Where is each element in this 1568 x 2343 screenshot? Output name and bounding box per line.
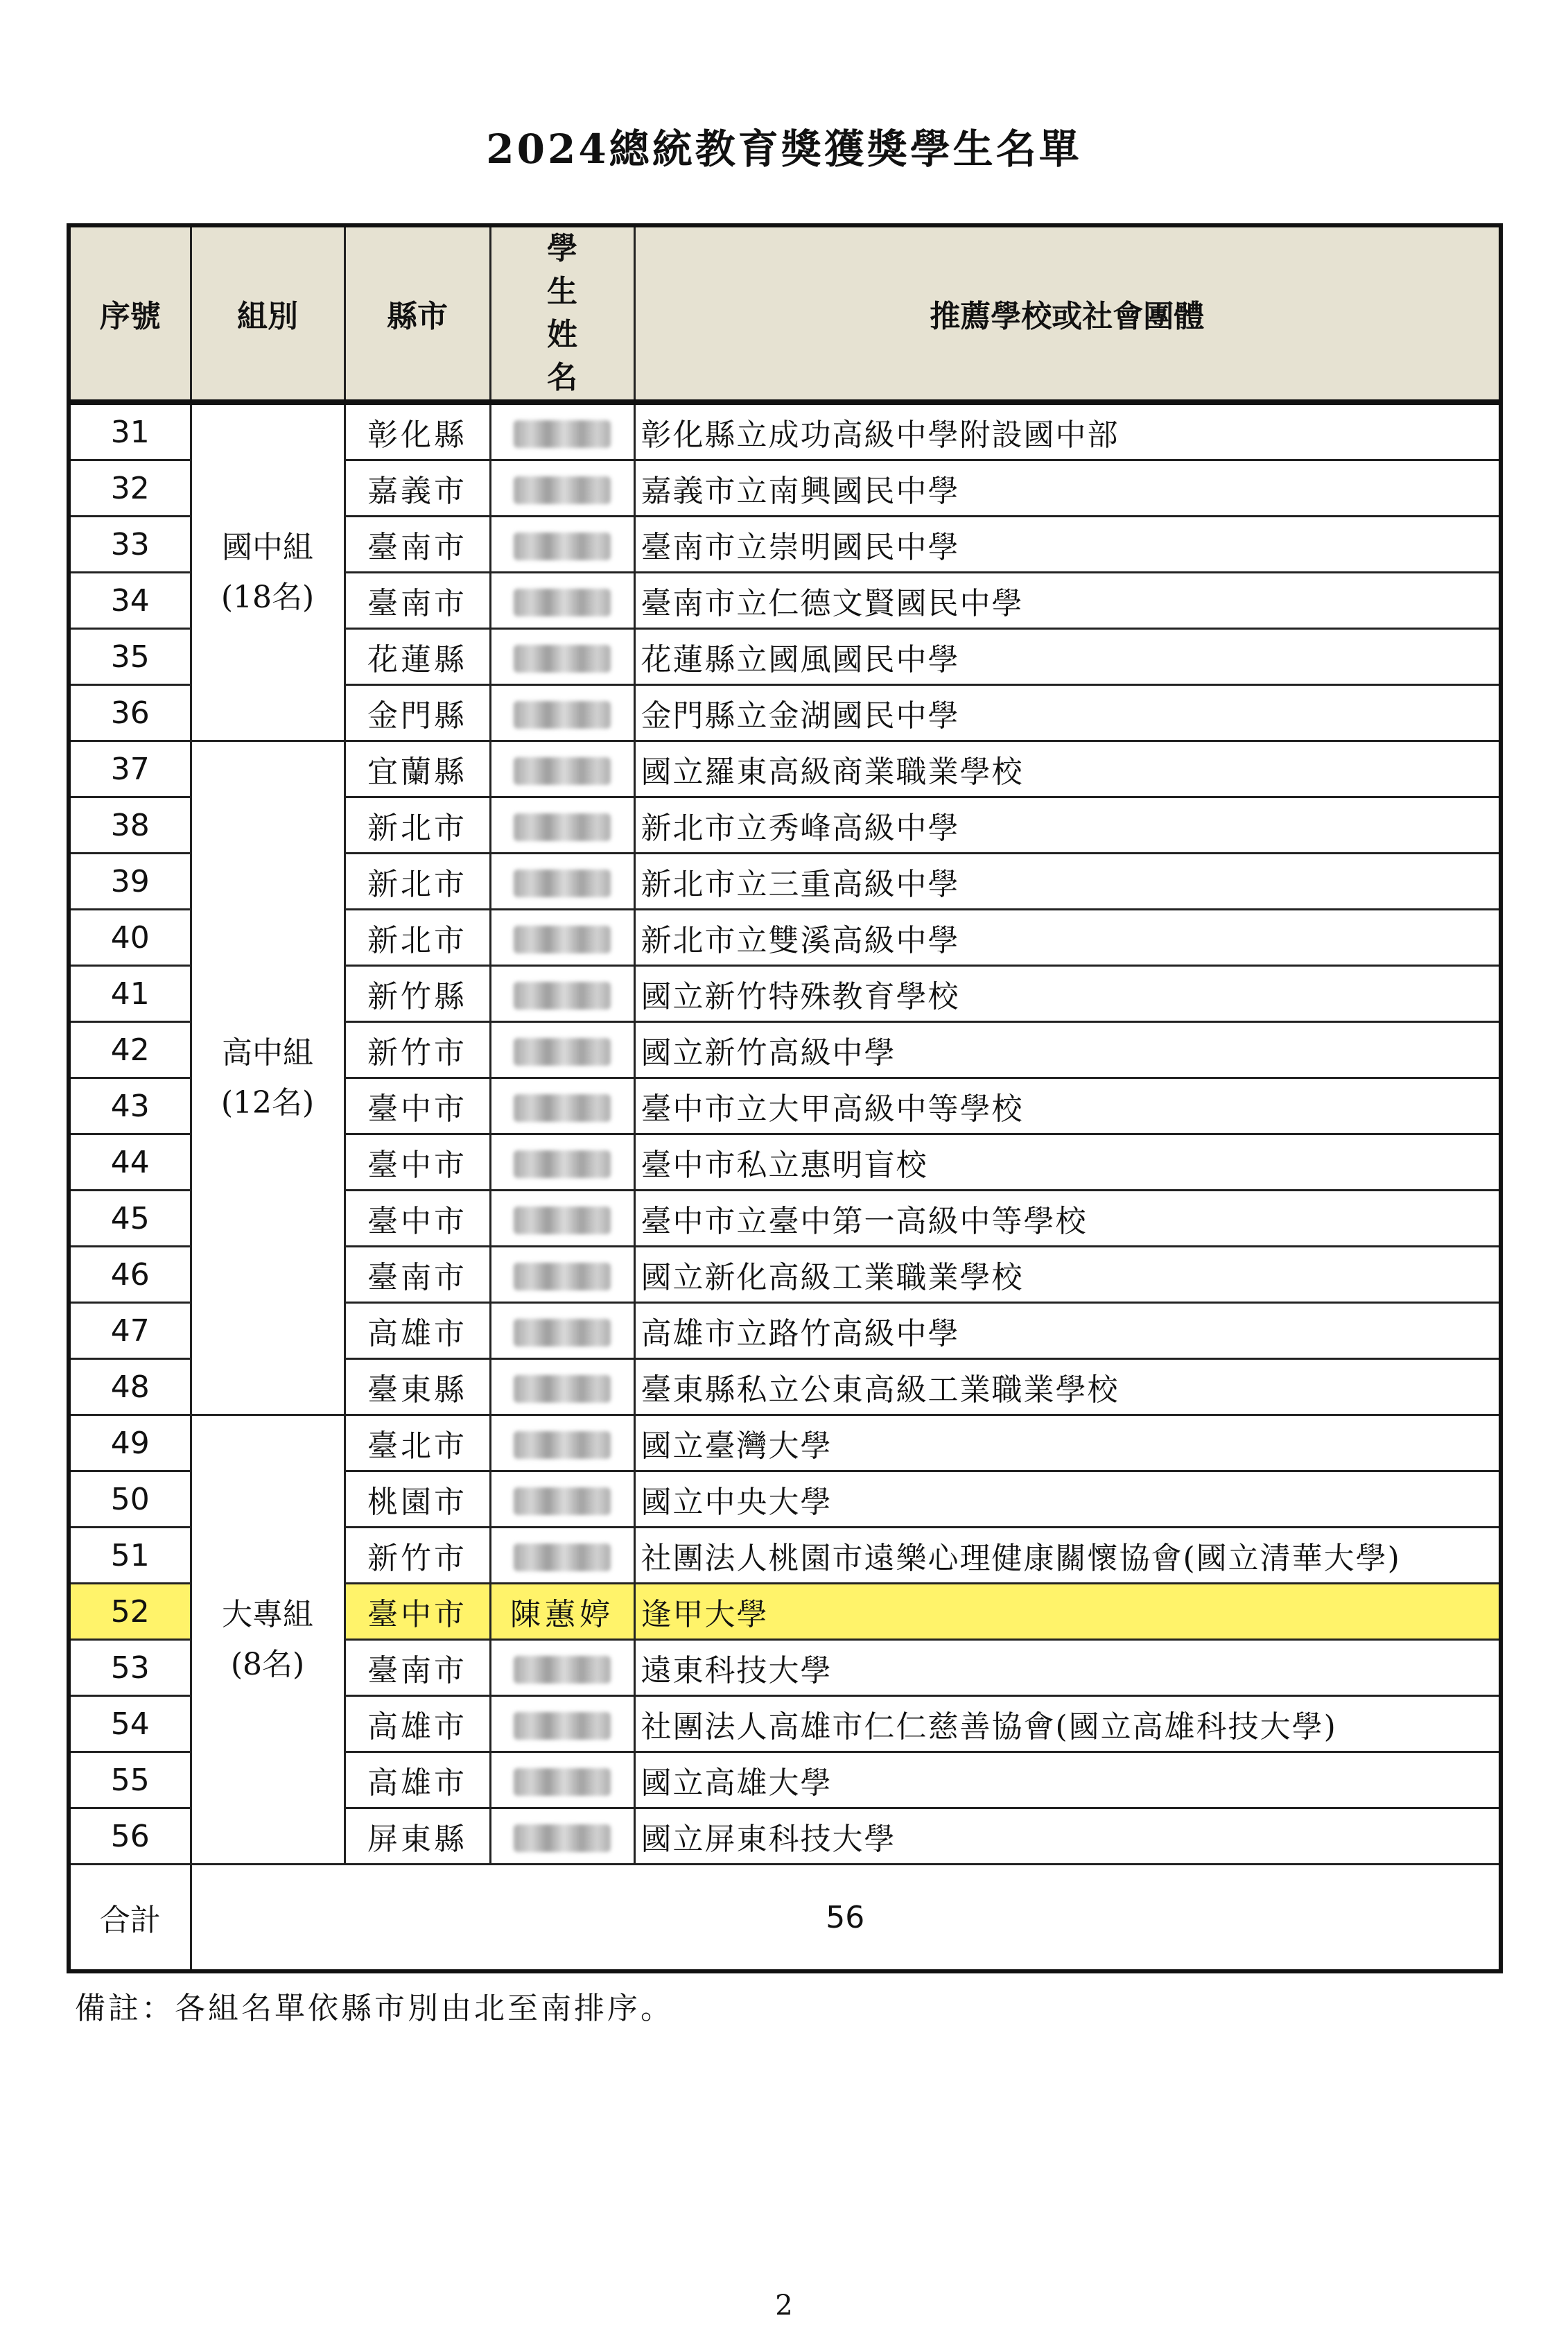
total-value: 56 bbox=[191, 1865, 1501, 1972]
student-name-cell bbox=[490, 1303, 634, 1359]
redacted-name bbox=[514, 982, 611, 1010]
student-name-cell bbox=[490, 1359, 634, 1415]
city-cell: 金門縣 bbox=[345, 685, 490, 741]
table-row bbox=[69, 402, 1501, 460]
student-name-cell bbox=[490, 1415, 634, 1471]
city-cell: 新竹縣 bbox=[345, 966, 490, 1022]
header-name bbox=[490, 225, 634, 402]
redacted-name bbox=[514, 1094, 611, 1122]
seq-cell: 44 bbox=[69, 1134, 191, 1191]
header-name-bottom: 姓 名 bbox=[547, 317, 605, 395]
school-cell: 國立高雄大學 bbox=[634, 1752, 1501, 1808]
seq-cell: 56 bbox=[69, 1808, 191, 1865]
student-name-cell bbox=[490, 402, 634, 460]
school-cell: 國立羅東高級商業職業學校 bbox=[634, 741, 1501, 797]
seq-cell: 53 bbox=[69, 1640, 191, 1696]
redacted-name bbox=[514, 1656, 611, 1684]
student-name-cell bbox=[490, 629, 634, 685]
header-city: 縣市 bbox=[345, 225, 490, 402]
student-name-cell bbox=[490, 797, 634, 854]
seq-cell: 50 bbox=[69, 1471, 191, 1528]
student-name-cell bbox=[490, 910, 634, 966]
redacted-name bbox=[514, 1712, 611, 1740]
school-cell: 臺中市立臺中第一高級中等學校 bbox=[634, 1191, 1501, 1247]
student-name-cell bbox=[490, 1022, 634, 1078]
student-name-cell bbox=[490, 573, 634, 629]
school-cell: 社團法人高雄市仁仁慈善協會(國立高雄科技大學) bbox=[634, 1696, 1501, 1752]
group-label: 大專組 bbox=[222, 1596, 313, 1632]
student-name-cell bbox=[490, 1584, 634, 1640]
city-cell: 屏東縣 bbox=[345, 1808, 490, 1865]
redacted-name bbox=[514, 1375, 611, 1403]
header-name-top: 學 生 bbox=[547, 231, 605, 309]
redacted-name bbox=[514, 645, 611, 673]
redacted-name bbox=[514, 533, 611, 560]
city-cell: 新竹市 bbox=[345, 1022, 490, 1078]
header-row bbox=[69, 225, 1501, 402]
school-cell: 新北市立三重高級中學 bbox=[634, 854, 1501, 910]
city-cell: 臺中市 bbox=[345, 1078, 490, 1134]
redacted-name bbox=[514, 1319, 611, 1347]
city-cell: 彰化縣 bbox=[345, 402, 490, 460]
student-name-cell bbox=[490, 1191, 634, 1247]
city-cell: 花蓮縣 bbox=[345, 629, 490, 685]
student-name-cell bbox=[490, 1078, 634, 1134]
seq-cell: 41 bbox=[69, 966, 191, 1022]
school-cell: 遠東科技大學 bbox=[634, 1640, 1501, 1696]
group-cell bbox=[191, 1415, 345, 1865]
city-cell: 臺南市 bbox=[345, 517, 490, 573]
school-cell: 臺南市立崇明國民中學 bbox=[634, 517, 1501, 573]
school-cell: 新北市立秀峰高級中學 bbox=[634, 797, 1501, 854]
seq-cell: 46 bbox=[69, 1247, 191, 1303]
seq-cell: 40 bbox=[69, 910, 191, 966]
student-name-cell bbox=[490, 854, 634, 910]
redacted-name bbox=[514, 813, 611, 841]
group-count: (12名) bbox=[220, 1084, 315, 1121]
page-number: 2 bbox=[775, 2290, 793, 2322]
city-cell: 臺中市 bbox=[345, 1134, 490, 1191]
seq-cell: 48 bbox=[69, 1359, 191, 1415]
group-cell bbox=[191, 741, 345, 1415]
group-count: (8名) bbox=[230, 1646, 305, 1682]
city-cell: 臺中市 bbox=[345, 1584, 490, 1640]
city-cell: 新北市 bbox=[345, 854, 490, 910]
seq-cell: 43 bbox=[69, 1078, 191, 1134]
redacted-name bbox=[514, 1207, 611, 1234]
city-cell: 臺中市 bbox=[345, 1191, 490, 1247]
city-cell: 嘉義市 bbox=[345, 460, 490, 517]
seq-cell: 39 bbox=[69, 854, 191, 910]
school-cell: 國立新化高級工業職業學校 bbox=[634, 1247, 1501, 1303]
table-row bbox=[69, 741, 1501, 797]
school-cell: 臺南市立仁德文賢國民中學 bbox=[634, 573, 1501, 629]
seq-cell: 32 bbox=[69, 460, 191, 517]
group-count: (18名) bbox=[220, 579, 315, 615]
student-name-cell bbox=[490, 1471, 634, 1528]
redacted-name bbox=[514, 1544, 611, 1571]
page-title: 2024總統教育獎獲獎學生名單 bbox=[486, 126, 1082, 173]
seq-cell: 38 bbox=[69, 797, 191, 854]
student-name: 陳蕙婷 bbox=[510, 1597, 614, 1632]
seq-cell: 37 bbox=[69, 741, 191, 797]
school-cell: 金門縣立金湖國民中學 bbox=[634, 685, 1501, 741]
city-cell: 宜蘭縣 bbox=[345, 741, 490, 797]
redacted-name bbox=[514, 1150, 611, 1178]
award-table bbox=[67, 223, 1503, 1973]
seq-cell: 33 bbox=[69, 517, 191, 573]
seq-cell: 55 bbox=[69, 1752, 191, 1808]
school-cell: 臺中市私立惠明盲校 bbox=[634, 1134, 1501, 1191]
city-cell: 新北市 bbox=[345, 797, 490, 854]
seq-cell: 35 bbox=[69, 629, 191, 685]
school-cell: 花蓮縣立國風國民中學 bbox=[634, 629, 1501, 685]
city-cell: 高雄市 bbox=[345, 1303, 490, 1359]
city-cell: 新竹市 bbox=[345, 1528, 490, 1584]
student-name-cell bbox=[490, 1696, 634, 1752]
redacted-name bbox=[514, 476, 611, 504]
seq-cell: 45 bbox=[69, 1191, 191, 1247]
redacted-name bbox=[514, 1431, 611, 1459]
group-label: 高中組 bbox=[222, 1035, 313, 1071]
table-row bbox=[69, 1415, 1501, 1471]
redacted-name bbox=[514, 1487, 611, 1515]
seq-cell: 49 bbox=[69, 1415, 191, 1471]
school-cell: 社團法人桃園市遠樂心理健康關懷協會(國立清華大學) bbox=[634, 1528, 1501, 1584]
city-cell: 新北市 bbox=[345, 910, 490, 966]
city-cell: 臺南市 bbox=[345, 573, 490, 629]
total-label: 合計 bbox=[69, 1865, 191, 1972]
school-cell: 國立屏東科技大學 bbox=[634, 1808, 1501, 1865]
group-label: 國中組 bbox=[222, 529, 313, 565]
redacted-name bbox=[514, 1038, 611, 1066]
city-cell: 臺南市 bbox=[345, 1247, 490, 1303]
school-cell: 逢甲大學 bbox=[634, 1584, 1501, 1640]
seq-cell: 42 bbox=[69, 1022, 191, 1078]
school-cell: 嘉義市立南興國民中學 bbox=[634, 460, 1501, 517]
redacted-name bbox=[514, 757, 611, 785]
seq-cell: 47 bbox=[69, 1303, 191, 1359]
student-name-cell bbox=[490, 460, 634, 517]
city-cell: 臺南市 bbox=[345, 1640, 490, 1696]
seq-cell: 52 bbox=[69, 1584, 191, 1640]
student-name-cell bbox=[490, 517, 634, 573]
student-name-cell bbox=[490, 741, 634, 797]
student-name-cell bbox=[490, 1640, 634, 1696]
seq-cell: 36 bbox=[69, 685, 191, 741]
school-cell: 臺中市立大甲高級中等學校 bbox=[634, 1078, 1501, 1134]
seq-cell: 34 bbox=[69, 573, 191, 629]
school-cell: 國立臺灣大學 bbox=[634, 1415, 1501, 1471]
city-cell: 高雄市 bbox=[345, 1696, 490, 1752]
student-name-cell bbox=[490, 1808, 634, 1865]
redacted-name bbox=[514, 1263, 611, 1290]
redacted-name bbox=[514, 1824, 611, 1852]
redacted-name bbox=[514, 420, 611, 448]
header-school: 推薦學校或社會團體 bbox=[634, 225, 1501, 402]
redacted-name bbox=[514, 701, 611, 729]
seq-cell: 31 bbox=[69, 402, 191, 460]
seq-cell: 54 bbox=[69, 1696, 191, 1752]
student-name-cell bbox=[490, 966, 634, 1022]
student-name-cell bbox=[490, 1528, 634, 1584]
city-cell: 臺東縣 bbox=[345, 1359, 490, 1415]
table-body bbox=[69, 402, 1501, 1865]
total-row bbox=[69, 1865, 1501, 1972]
student-name-cell bbox=[490, 685, 634, 741]
city-cell: 桃園市 bbox=[345, 1471, 490, 1528]
group-cell bbox=[191, 402, 345, 741]
seq-cell: 51 bbox=[69, 1528, 191, 1584]
school-cell: 國立新竹特殊教育學校 bbox=[634, 966, 1501, 1022]
city-cell: 臺北市 bbox=[345, 1415, 490, 1471]
school-cell: 臺東縣私立公東高級工業職業學校 bbox=[634, 1359, 1501, 1415]
redacted-name bbox=[514, 926, 611, 953]
school-cell: 新北市立雙溪高級中學 bbox=[634, 910, 1501, 966]
student-name-cell bbox=[490, 1247, 634, 1303]
redacted-name bbox=[514, 870, 611, 897]
city-cell: 高雄市 bbox=[345, 1752, 490, 1808]
student-name-cell bbox=[490, 1134, 634, 1191]
header-group: 組別 bbox=[191, 225, 345, 402]
header-seq: 序號 bbox=[69, 225, 191, 402]
school-cell: 高雄市立路竹高級中學 bbox=[634, 1303, 1501, 1359]
footnote: 備註：各組名單依縣市別由北至南排序。 bbox=[75, 1991, 674, 2026]
redacted-name bbox=[514, 1768, 611, 1796]
school-cell: 國立新竹高級中學 bbox=[634, 1022, 1501, 1078]
student-name-cell bbox=[490, 1752, 634, 1808]
redacted-name bbox=[514, 589, 611, 616]
school-cell: 國立中央大學 bbox=[634, 1471, 1501, 1528]
school-cell: 彰化縣立成功高級中學附設國中部 bbox=[634, 402, 1501, 460]
